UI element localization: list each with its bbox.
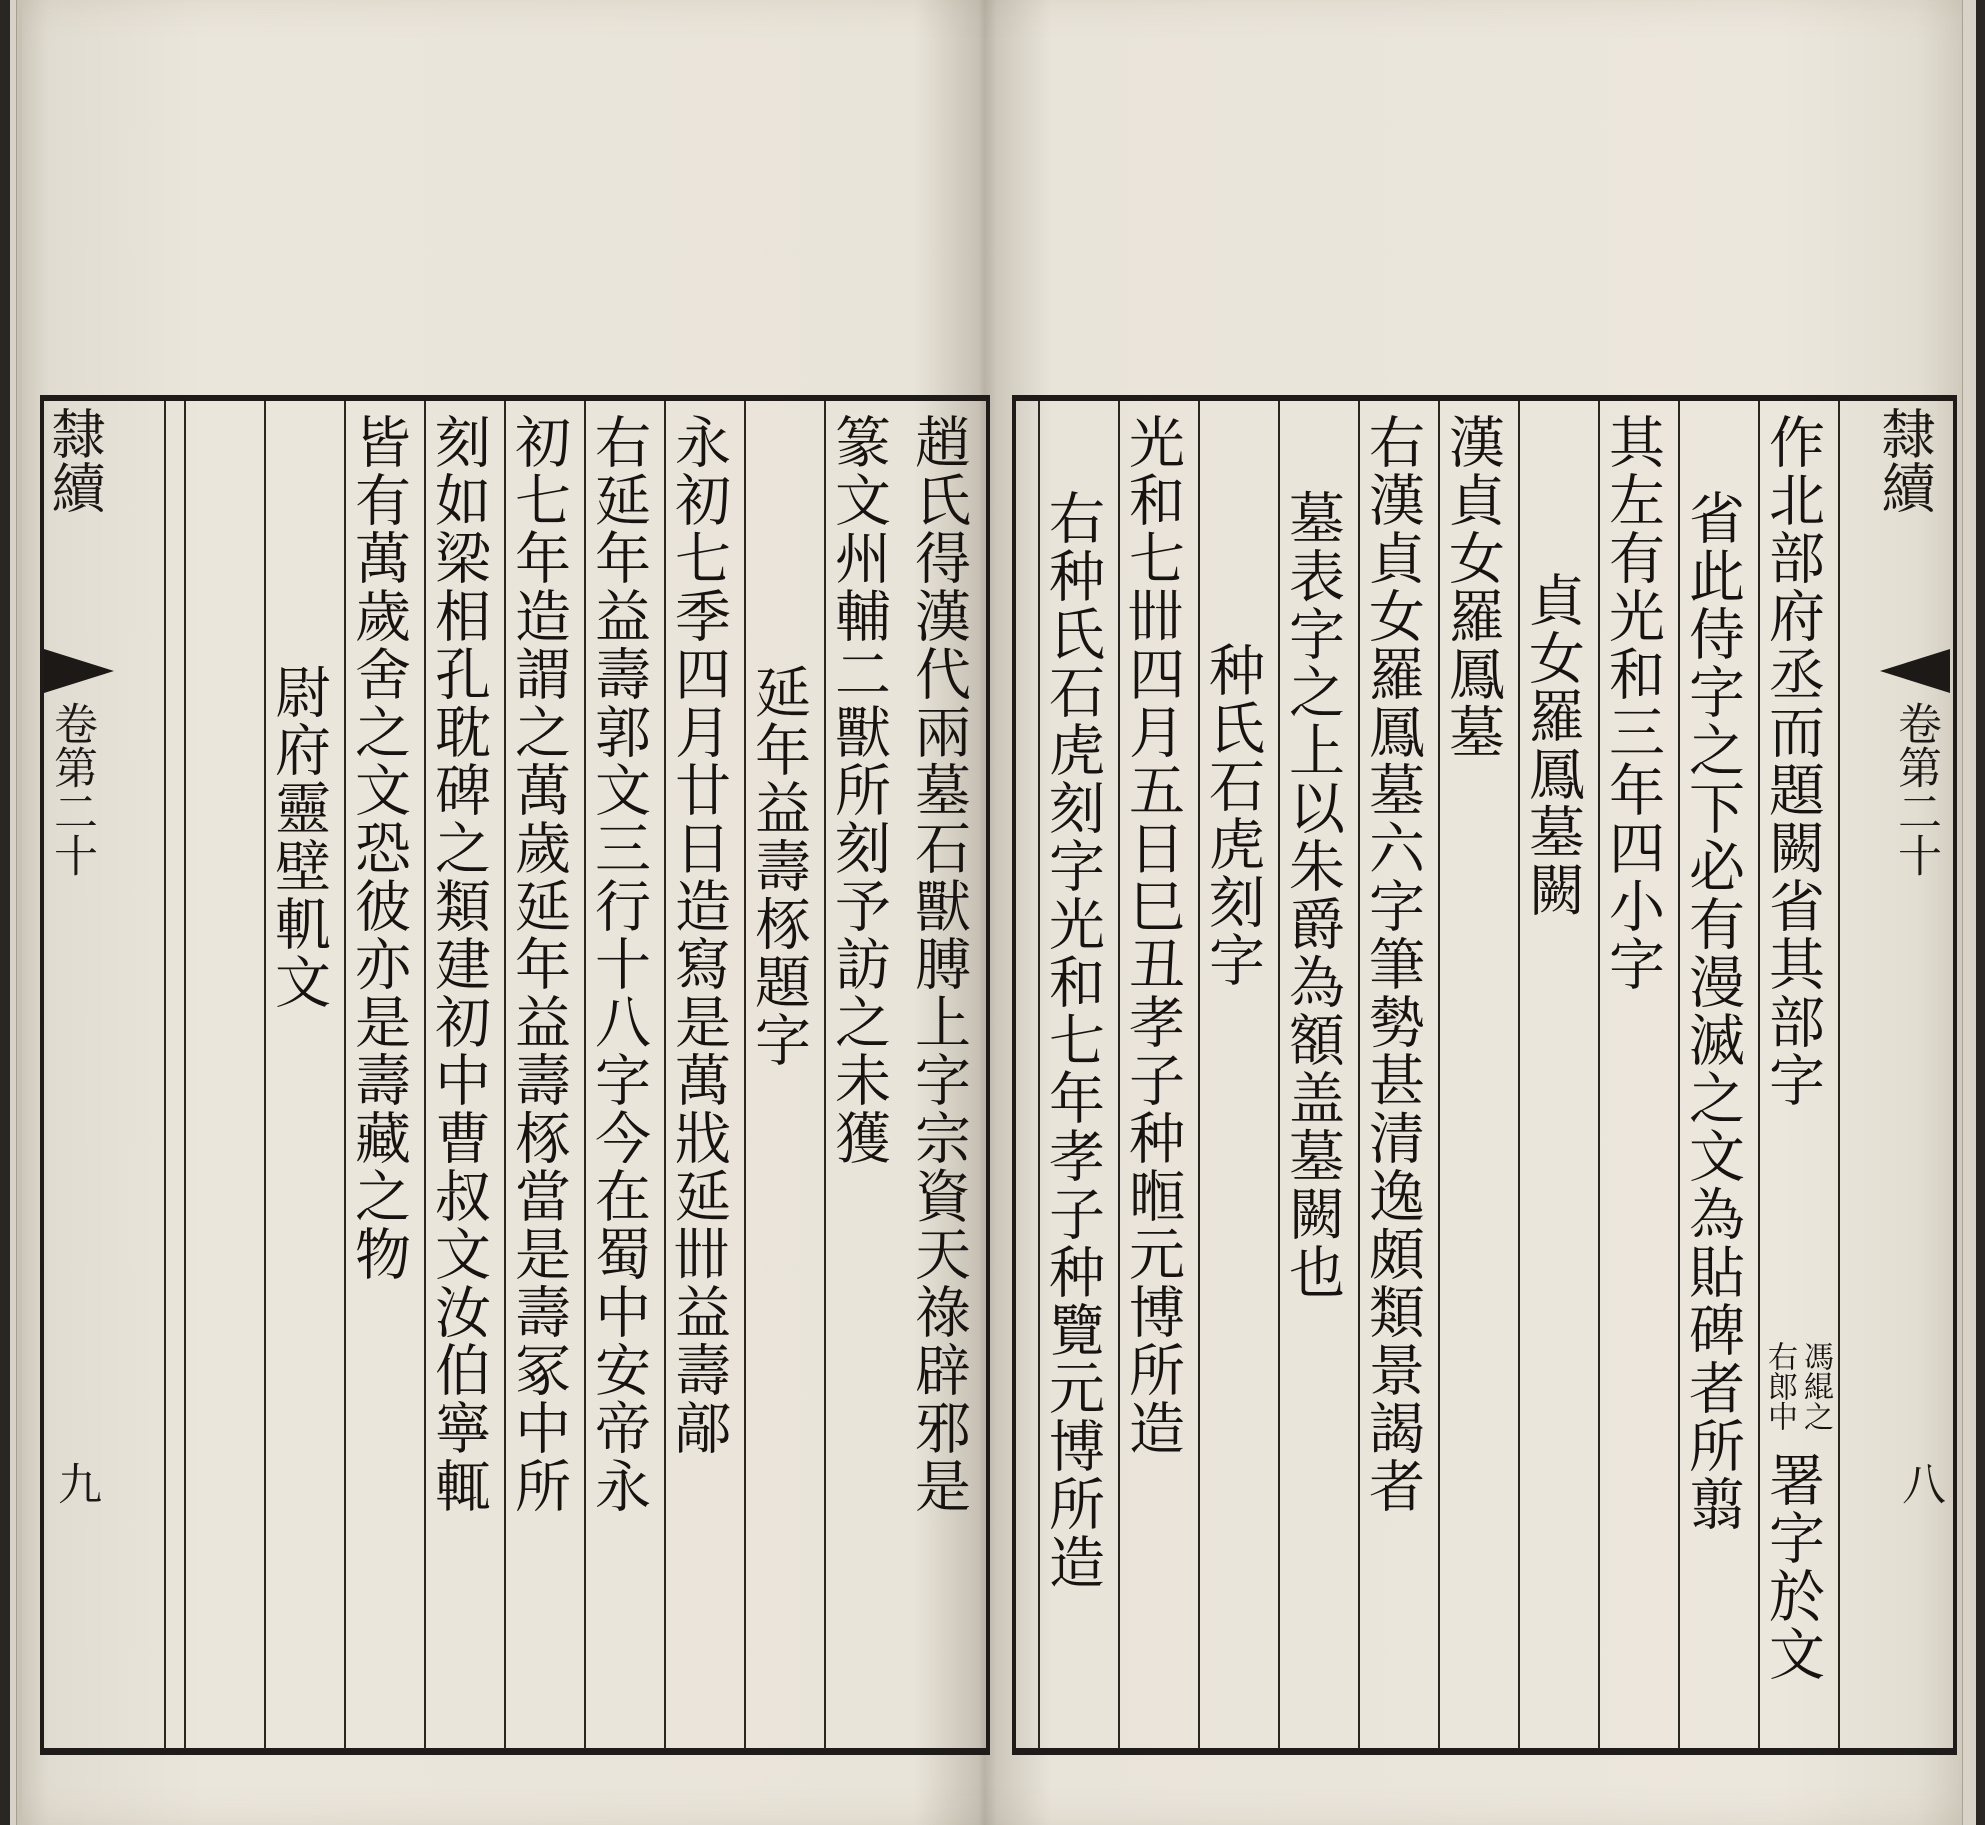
fish-tail-mark [1880,649,1950,693]
text-column [1118,401,1198,1749]
text-column [1758,401,1838,1749]
margin-page-number: 八 [1894,1461,1945,1505]
column-text: 右种氏石虎刻字光和七年孝子种覽元博所造 [1040,489,1105,1591]
column-text: 延年益壽㭬題字 [746,663,811,1069]
fish-tail-mark [44,649,114,693]
text-column [1198,401,1278,1749]
right-page-columns [1018,401,1838,1749]
text-column [904,401,984,1749]
margin-page-number: 九 [50,1461,101,1505]
note-line: 右郎中 [1762,1341,1797,1431]
column-text: 初七年造謂之萬歲延年益壽㭬當是壽冢中所 [506,413,571,1515]
text-column [584,401,664,1749]
text-column [184,401,264,1749]
left-page-margin [44,401,166,1749]
text-column [1678,401,1758,1749]
page-edge-stack [24,0,27,1825]
column-text: 刻如梁相孔耽碑之類建初中曹叔文汝伯寧輒 [426,413,491,1515]
column-text: 篆文州輔二獸所刻予訪之未獲 [826,413,891,1167]
column-text: 漢貞女羅鳳墓 [1440,413,1505,761]
text-column [744,401,824,1749]
column-text: 光和七𠦜四月五日巳丑孝子种暅元博所造 [1120,413,1185,1457]
column-text: 尉府靈壁䡄文 [266,663,331,1011]
text-column [1518,401,1598,1749]
text-column [1038,401,1118,1749]
column-text: 省此侍字之下必有漫滅之文為貼碑者所翦 [1680,489,1745,1533]
text-column [344,401,424,1749]
page-edge-stack [18,0,22,1825]
column-text: 墓表字之上以朱爵為額盖墓闕也 [1280,489,1345,1301]
text-column [664,401,744,1749]
column-text: 永初七季四月廿日造寫是萬戕延𠦜益壽鄗 [666,413,731,1457]
text-column [1438,401,1518,1749]
right-page-margin [1838,401,1955,1749]
column-text: 种氏石虎刻字 [1200,641,1265,989]
column-text: 其左有光和三年四小字 [1600,413,1665,993]
text-column [824,401,904,1749]
column-text: 趙氏得漢代兩墓石獸膊上字宗資天祿辟邪是 [906,413,971,1515]
column-text: 貞女羅鳳墓闕 [1520,571,1585,919]
open-book [10,0,1975,1825]
margin-title: 隸續 [43,406,106,514]
text-column [1278,401,1358,1749]
left-page-columns [164,401,984,1749]
column-text-tail: 署字於文 [1760,1451,1825,1683]
text-column [1358,401,1438,1749]
column-text: 右漢貞女羅鳳墓六字筆勢甚清逸頗類景謁者 [1360,413,1425,1515]
margin-volume: 卷第二十 [46,701,97,877]
margin-title: 隸續 [1873,406,1936,514]
margin-volume: 卷第二十 [1890,701,1941,877]
note-line: 馮緄之 [1798,1341,1833,1431]
text-column [264,401,344,1749]
text-column [504,401,584,1749]
column-text: 皆有萬歲舍之文恐彼亦是壽藏之物 [346,413,411,1283]
column-text: 作北部府丞而題闕省其部字 [1760,413,1825,1109]
page-edge-stack [1962,0,1976,1825]
text-column [424,401,504,1749]
text-column [1598,401,1678,1749]
column-text: 右延年益壽郭文三行十八字今在蜀中安帝永 [586,413,651,1515]
page-edge-stack [10,0,17,1825]
